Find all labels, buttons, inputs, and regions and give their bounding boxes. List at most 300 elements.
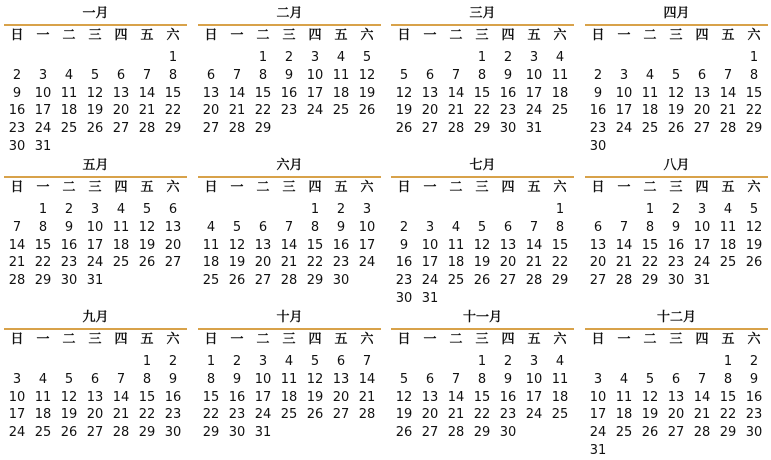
weekday-header: 三 bbox=[475, 180, 489, 195]
day-cell: 10 bbox=[525, 67, 543, 83]
day-cell: 10 bbox=[358, 219, 376, 235]
weekday-header: 日 bbox=[204, 28, 218, 43]
day-cell: 30 bbox=[8, 139, 26, 154]
day-cell: 16 bbox=[8, 103, 26, 119]
day-cell: 6 bbox=[336, 354, 346, 369]
day-cell: 25 bbox=[202, 273, 220, 289]
day-cell: 23 bbox=[60, 255, 78, 271]
day-cell: 23 bbox=[332, 255, 350, 271]
day-cell: 10 bbox=[421, 237, 439, 253]
day-cell: 20 bbox=[332, 389, 350, 405]
weekday-header: 四 bbox=[501, 180, 515, 195]
day-cell: 9 bbox=[284, 67, 294, 83]
day-cell: 26 bbox=[86, 121, 104, 137]
month-divider bbox=[585, 176, 768, 178]
day-cell: 25 bbox=[332, 103, 350, 119]
day-cell: 19 bbox=[60, 407, 78, 423]
day-cell: 7 bbox=[451, 371, 461, 387]
day-cell: 1 bbox=[38, 202, 48, 217]
day-cell: 31 bbox=[86, 273, 104, 289]
day-cell: 12 bbox=[358, 67, 376, 83]
weekday-header: 一 bbox=[230, 332, 244, 347]
day-cell: 20 bbox=[86, 407, 104, 423]
weekday-header: 一 bbox=[230, 28, 244, 43]
day-cell: 18 bbox=[34, 407, 52, 423]
day-cell: 30 bbox=[499, 121, 517, 137]
weekday-header: 四 bbox=[501, 28, 515, 43]
day-cell: 7 bbox=[619, 219, 629, 235]
weekday-header: 日 bbox=[204, 180, 218, 195]
day-cell: 21 bbox=[447, 407, 465, 423]
day-cell: 7 bbox=[284, 219, 294, 235]
day-cell: 12 bbox=[473, 237, 491, 253]
weekday-header: 一 bbox=[423, 28, 437, 43]
day-cell: 10 bbox=[254, 371, 272, 387]
day-cell: 13 bbox=[86, 389, 104, 405]
day-cell: 9 bbox=[232, 371, 242, 387]
day-cell: 3 bbox=[362, 202, 372, 217]
day-cell: 30 bbox=[589, 139, 607, 154]
day-cell: 29 bbox=[551, 273, 569, 289]
day-cell: 29 bbox=[306, 273, 324, 289]
day-cell: 1 bbox=[142, 354, 152, 369]
day-cell: 30 bbox=[332, 273, 350, 289]
day-cell: 2 bbox=[749, 354, 759, 369]
day-cell: 10 bbox=[525, 371, 543, 387]
weekday-header: 六 bbox=[747, 180, 761, 195]
day-cell: 23 bbox=[499, 407, 517, 423]
day-cell: 24 bbox=[86, 255, 104, 271]
weekday-header: 三 bbox=[88, 28, 102, 43]
day-cell: 27 bbox=[421, 121, 439, 137]
weekday-header: 一 bbox=[36, 28, 50, 43]
day-cell: 17 bbox=[254, 389, 272, 405]
day-cell: 23 bbox=[667, 255, 685, 271]
weekday-header: 二 bbox=[256, 332, 270, 347]
day-cell: 13 bbox=[332, 371, 350, 387]
day-cell: 19 bbox=[86, 103, 104, 119]
month-block bbox=[198, 157, 381, 307]
month-title: 七月 bbox=[469, 158, 496, 173]
day-cell: 27 bbox=[667, 425, 685, 441]
day-cell: 3 bbox=[529, 50, 539, 65]
day-cell: 25 bbox=[60, 121, 78, 137]
weekday-header: 五 bbox=[721, 180, 735, 195]
day-cell: 10 bbox=[693, 219, 711, 235]
day-cell: 22 bbox=[164, 103, 182, 119]
day-cell: 16 bbox=[745, 389, 763, 405]
day-cell: 11 bbox=[551, 371, 569, 387]
month-divider bbox=[198, 176, 381, 178]
weekday-header: 日 bbox=[10, 332, 24, 347]
day-cell: 4 bbox=[555, 354, 565, 369]
day-cell: 23 bbox=[228, 407, 246, 423]
day-cell: 5 bbox=[749, 202, 759, 217]
day-cell: 3 bbox=[697, 202, 707, 217]
weekday-header: 二 bbox=[62, 180, 76, 195]
day-cell: 2 bbox=[336, 202, 346, 217]
day-cell: 24 bbox=[306, 103, 324, 119]
weekday-header: 日 bbox=[397, 332, 411, 347]
day-cell: 17 bbox=[693, 237, 711, 253]
day-cell: 22 bbox=[473, 103, 491, 119]
day-cell: 22 bbox=[138, 407, 156, 423]
day-cell: 18 bbox=[719, 237, 737, 253]
day-cell: 15 bbox=[473, 85, 491, 101]
day-cell: 28 bbox=[138, 121, 156, 137]
day-cell: 31 bbox=[525, 121, 543, 137]
day-cell: 4 bbox=[723, 202, 733, 217]
weekday-header: 五 bbox=[140, 28, 154, 43]
day-cell: 24 bbox=[615, 121, 633, 137]
day-cell: 8 bbox=[723, 371, 733, 387]
weekday-header: 三 bbox=[669, 332, 683, 347]
day-cell: 12 bbox=[641, 389, 659, 405]
day-cell: 1 bbox=[749, 50, 759, 65]
day-cell: 6 bbox=[425, 371, 435, 387]
day-cell: 15 bbox=[719, 389, 737, 405]
day-cell: 24 bbox=[254, 407, 272, 423]
day-cell: 11 bbox=[112, 219, 130, 235]
day-cell: 2 bbox=[399, 219, 409, 235]
day-cell: 6 bbox=[90, 371, 100, 387]
day-cell: 9 bbox=[64, 219, 74, 235]
day-cell: 27 bbox=[693, 121, 711, 137]
day-cell: 11 bbox=[332, 67, 350, 83]
day-cell: 21 bbox=[112, 407, 130, 423]
month-block bbox=[391, 157, 574, 307]
day-cell: 3 bbox=[310, 50, 320, 65]
day-cell: 19 bbox=[641, 407, 659, 423]
weekday-header: 五 bbox=[527, 180, 541, 195]
weekday-header: 四 bbox=[114, 332, 128, 347]
day-cell: 14 bbox=[358, 371, 376, 387]
day-cell: 22 bbox=[254, 103, 272, 119]
day-cell: 18 bbox=[112, 237, 130, 253]
day-cell: 29 bbox=[719, 425, 737, 441]
day-cell: 21 bbox=[615, 255, 633, 271]
day-cell: 22 bbox=[551, 255, 569, 271]
day-cell: 20 bbox=[202, 103, 220, 119]
day-cell: 14 bbox=[138, 85, 156, 101]
day-cell: 5 bbox=[310, 354, 320, 369]
day-cell: 5 bbox=[671, 67, 681, 83]
day-cell: 14 bbox=[447, 85, 465, 101]
weekday-header: 一 bbox=[423, 180, 437, 195]
weekday-header: 三 bbox=[475, 332, 489, 347]
day-cell: 15 bbox=[34, 237, 52, 253]
day-cell: 29 bbox=[138, 425, 156, 441]
day-cell: 8 bbox=[477, 67, 487, 83]
day-cell: 13 bbox=[499, 237, 517, 253]
day-cell: 24 bbox=[8, 425, 26, 441]
day-cell: 28 bbox=[719, 121, 737, 137]
day-cell: 12 bbox=[395, 389, 413, 405]
day-cell: 29 bbox=[745, 121, 763, 137]
day-cell: 30 bbox=[667, 273, 685, 289]
day-cell: 11 bbox=[551, 67, 569, 83]
day-cell: 23 bbox=[164, 407, 182, 423]
weekday-header: 日 bbox=[204, 332, 218, 347]
weekday-header: 六 bbox=[747, 28, 761, 43]
day-cell: 27 bbox=[164, 255, 182, 271]
day-cell: 2 bbox=[503, 354, 513, 369]
weekday-header: 四 bbox=[114, 28, 128, 43]
day-cell: 8 bbox=[168, 67, 178, 83]
weekday-header: 日 bbox=[591, 28, 605, 43]
day-cell: 10 bbox=[615, 85, 633, 101]
month-divider bbox=[4, 176, 187, 178]
day-cell: 8 bbox=[749, 67, 759, 83]
day-cell: 17 bbox=[34, 103, 52, 119]
day-cell: 6 bbox=[593, 219, 603, 235]
weekday-header: 三 bbox=[88, 332, 102, 347]
day-cell: 15 bbox=[138, 389, 156, 405]
weekday-header: 六 bbox=[553, 180, 567, 195]
day-cell: 21 bbox=[8, 255, 26, 271]
weekday-header: 日 bbox=[591, 180, 605, 195]
day-cell: 29 bbox=[34, 273, 52, 289]
day-cell: 31 bbox=[254, 425, 272, 441]
day-cell: 2 bbox=[503, 50, 513, 65]
day-cell: 28 bbox=[447, 121, 465, 137]
day-cell: 13 bbox=[112, 85, 130, 101]
day-cell: 11 bbox=[60, 85, 78, 101]
month-title: 三月 bbox=[469, 6, 496, 21]
day-cell: 28 bbox=[447, 425, 465, 441]
day-cell: 13 bbox=[421, 85, 439, 101]
day-cell: 1 bbox=[723, 354, 733, 369]
day-cell: 25 bbox=[551, 103, 569, 119]
day-cell: 20 bbox=[164, 237, 182, 253]
day-cell: 29 bbox=[473, 121, 491, 137]
day-cell: 25 bbox=[641, 121, 659, 137]
day-cell: 4 bbox=[116, 202, 126, 217]
day-cell: 20 bbox=[667, 407, 685, 423]
day-cell: 3 bbox=[38, 67, 48, 83]
month-divider bbox=[585, 328, 768, 330]
day-cell: 8 bbox=[645, 219, 655, 235]
day-cell: 25 bbox=[280, 407, 298, 423]
day-cell: 16 bbox=[228, 389, 246, 405]
day-cell: 30 bbox=[164, 425, 182, 441]
weekday-header: 六 bbox=[553, 332, 567, 347]
day-cell: 7 bbox=[232, 67, 242, 83]
day-cell: 5 bbox=[64, 371, 74, 387]
day-cell: 19 bbox=[745, 237, 763, 253]
day-cell: 6 bbox=[671, 371, 681, 387]
day-cell: 12 bbox=[228, 237, 246, 253]
day-cell: 25 bbox=[34, 425, 52, 441]
weekday-header: 二 bbox=[449, 180, 463, 195]
weekday-header: 一 bbox=[36, 180, 50, 195]
day-cell: 11 bbox=[447, 237, 465, 253]
day-cell: 23 bbox=[745, 407, 763, 423]
day-cell: 23 bbox=[499, 103, 517, 119]
day-cell: 20 bbox=[112, 103, 130, 119]
day-cell: 14 bbox=[8, 237, 26, 253]
day-cell: 9 bbox=[399, 237, 409, 253]
day-cell: 28 bbox=[615, 273, 633, 289]
day-cell: 14 bbox=[228, 85, 246, 101]
day-cell: 27 bbox=[86, 425, 104, 441]
day-cell: 15 bbox=[306, 237, 324, 253]
day-cell: 15 bbox=[473, 389, 491, 405]
day-cell: 24 bbox=[34, 121, 52, 137]
day-cell: 30 bbox=[499, 425, 517, 441]
day-cell: 8 bbox=[477, 371, 487, 387]
day-cell: 29 bbox=[254, 121, 272, 137]
day-cell: 10 bbox=[34, 85, 52, 101]
day-cell: 13 bbox=[421, 389, 439, 405]
day-cell: 7 bbox=[12, 219, 22, 235]
month-block bbox=[4, 309, 187, 459]
day-cell: 4 bbox=[336, 50, 346, 65]
day-cell: 18 bbox=[551, 85, 569, 101]
day-cell: 9 bbox=[336, 219, 346, 235]
day-cell: 8 bbox=[38, 219, 48, 235]
day-cell: 9 bbox=[168, 371, 178, 387]
day-cell: 11 bbox=[615, 389, 633, 405]
day-cell: 31 bbox=[421, 291, 439, 306]
weekday-header: 二 bbox=[256, 28, 270, 43]
day-cell: 10 bbox=[589, 389, 607, 405]
day-cell: 15 bbox=[745, 85, 763, 101]
day-cell: 20 bbox=[421, 103, 439, 119]
weekday-header: 日 bbox=[10, 28, 24, 43]
weekday-header: 日 bbox=[397, 28, 411, 43]
day-cell: 10 bbox=[86, 219, 104, 235]
day-cell: 17 bbox=[421, 255, 439, 271]
day-cell: 15 bbox=[254, 85, 272, 101]
day-cell: 9 bbox=[503, 67, 513, 83]
day-cell: 9 bbox=[503, 371, 513, 387]
day-cell: 11 bbox=[202, 237, 220, 253]
day-cell: 17 bbox=[358, 237, 376, 253]
day-cell: 30 bbox=[228, 425, 246, 441]
weekday-header: 五 bbox=[140, 180, 154, 195]
day-cell: 31 bbox=[693, 273, 711, 289]
day-cell: 4 bbox=[38, 371, 48, 387]
day-cell: 14 bbox=[615, 237, 633, 253]
day-cell: 6 bbox=[206, 67, 216, 83]
weekday-header: 日 bbox=[10, 180, 24, 195]
month-title: 十一月 bbox=[462, 310, 502, 325]
day-cell: 24 bbox=[525, 407, 543, 423]
day-cell: 14 bbox=[447, 389, 465, 405]
weekday-header: 一 bbox=[617, 180, 631, 195]
day-cell: 7 bbox=[529, 219, 539, 235]
month-title: 一月 bbox=[82, 6, 109, 21]
weekday-header: 一 bbox=[617, 332, 631, 347]
day-cell: 3 bbox=[90, 202, 100, 217]
weekday-header: 日 bbox=[591, 332, 605, 347]
day-cell: 19 bbox=[667, 103, 685, 119]
day-cell: 17 bbox=[306, 85, 324, 101]
day-cell: 22 bbox=[745, 103, 763, 119]
day-cell: 7 bbox=[723, 67, 733, 83]
day-cell: 4 bbox=[284, 354, 294, 369]
day-cell: 21 bbox=[138, 103, 156, 119]
weekday-header: 五 bbox=[527, 332, 541, 347]
day-cell: 18 bbox=[280, 389, 298, 405]
weekday-header: 四 bbox=[695, 332, 709, 347]
day-cell: 4 bbox=[451, 219, 461, 235]
weekday-header: 一 bbox=[230, 180, 244, 195]
day-cell: 31 bbox=[589, 443, 607, 458]
day-cell: 21 bbox=[358, 389, 376, 405]
day-cell: 17 bbox=[86, 237, 104, 253]
day-cell: 25 bbox=[447, 273, 465, 289]
day-cell: 5 bbox=[362, 50, 372, 65]
day-cell: 26 bbox=[667, 121, 685, 137]
day-cell: 26 bbox=[60, 425, 78, 441]
day-cell: 10 bbox=[8, 389, 26, 405]
day-cell: 29 bbox=[641, 273, 659, 289]
day-cell: 16 bbox=[499, 389, 517, 405]
day-cell: 19 bbox=[228, 255, 246, 271]
day-cell: 30 bbox=[60, 273, 78, 289]
day-cell: 21 bbox=[719, 103, 737, 119]
day-cell: 3 bbox=[258, 354, 268, 369]
day-cell: 19 bbox=[473, 255, 491, 271]
day-cell: 13 bbox=[589, 237, 607, 253]
day-cell: 30 bbox=[745, 425, 763, 441]
day-cell: 9 bbox=[671, 219, 681, 235]
day-cell: 14 bbox=[280, 237, 298, 253]
day-cell: 21 bbox=[693, 407, 711, 423]
month-divider bbox=[585, 24, 768, 26]
month-block bbox=[198, 309, 381, 459]
month-block bbox=[585, 309, 768, 459]
weekday-header: 日 bbox=[397, 180, 411, 195]
day-cell: 13 bbox=[693, 85, 711, 101]
day-cell: 22 bbox=[473, 407, 491, 423]
day-cell: 13 bbox=[254, 237, 272, 253]
day-cell: 24 bbox=[421, 273, 439, 289]
day-cell: 9 bbox=[12, 85, 22, 101]
day-cell: 27 bbox=[421, 425, 439, 441]
day-cell: 27 bbox=[499, 273, 517, 289]
day-cell: 3 bbox=[425, 219, 435, 235]
day-cell: 17 bbox=[8, 407, 26, 423]
day-cell: 2 bbox=[593, 67, 603, 83]
weekday-header: 五 bbox=[334, 180, 348, 195]
day-cell: 23 bbox=[395, 273, 413, 289]
month-title: 四月 bbox=[663, 6, 690, 21]
weekday-header: 四 bbox=[114, 180, 128, 195]
weekday-header: 五 bbox=[721, 28, 735, 43]
day-cell: 11 bbox=[719, 219, 737, 235]
day-cell: 17 bbox=[525, 85, 543, 101]
day-cell: 8 bbox=[142, 371, 152, 387]
weekday-header: 二 bbox=[62, 332, 76, 347]
day-cell: 18 bbox=[641, 103, 659, 119]
day-cell: 28 bbox=[525, 273, 543, 289]
day-cell: 1 bbox=[206, 354, 216, 369]
day-cell: 5 bbox=[477, 219, 487, 235]
day-cell: 6 bbox=[697, 67, 707, 83]
day-cell: 16 bbox=[60, 237, 78, 253]
day-cell: 13 bbox=[202, 85, 220, 101]
day-cell: 26 bbox=[395, 425, 413, 441]
weekday-header: 三 bbox=[475, 28, 489, 43]
day-cell: 20 bbox=[693, 103, 711, 119]
weekday-header: 四 bbox=[308, 28, 322, 43]
day-cell: 22 bbox=[202, 407, 220, 423]
day-cell: 16 bbox=[164, 389, 182, 405]
day-cell: 5 bbox=[399, 371, 409, 387]
